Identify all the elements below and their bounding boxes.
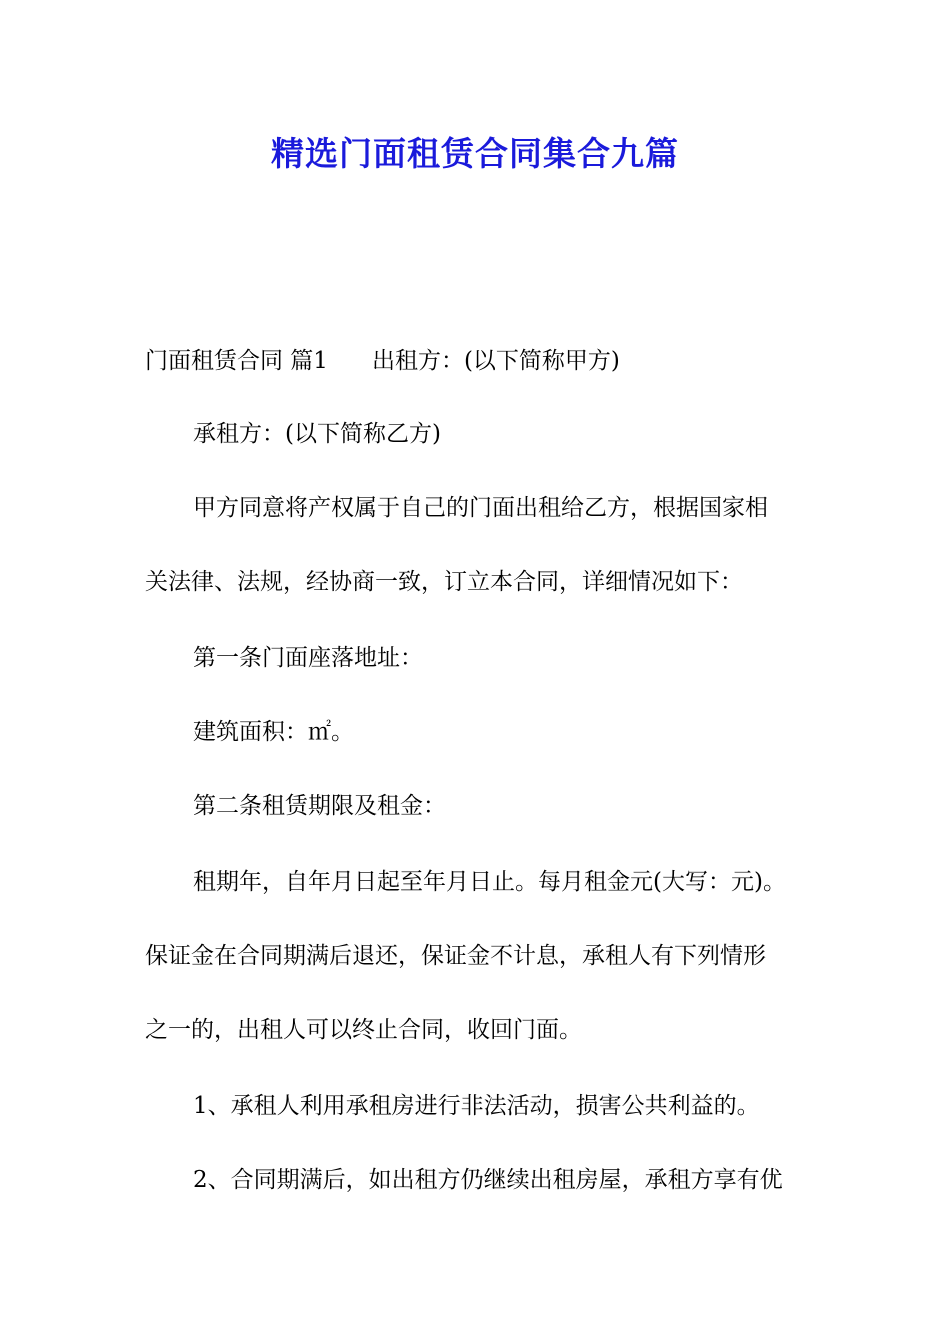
document-title: 精选门面租赁合同集合九篇 [271,134,679,173]
article-1-heading: 第一条门面座落地址： [193,645,423,671]
heading-label: 门面租赁合同 篇1 [145,348,328,374]
article-2-heading: 第二条租赁期限及租金： [193,793,446,819]
paragraph-line: 甲方同意将产权属于自己的门面出租给乙方，根据国家相 [193,495,768,521]
list-item: 2、合同期满后，如出租方仍继续出租房屋，承租方享有优 [193,1167,783,1193]
lessee-line: 承租方：(以下简称乙方) [193,421,441,447]
lessor-line: 出租方：(以下简称甲方) [371,348,620,374]
paragraph-line: 租期年，自年月日起至年月日止。每月租金元(大写：元)。 [193,869,786,895]
paragraph-line: 保证金在合同期满后退还，保证金不计息，承租人有下列情形 [145,943,766,969]
building-area-line: 建筑面积：㎡。 [193,719,354,745]
list-item: 1、承租人利用承租房进行非法活动，损害公共利益的。 [193,1093,760,1119]
paragraph-line: 关法律、法规，经协商一致，订立本合同，详细情况如下： [145,569,743,595]
paragraph-line: 之一的，出租人可以终止合同，收回门面。 [145,1017,582,1043]
contract-heading [145,345,620,377]
